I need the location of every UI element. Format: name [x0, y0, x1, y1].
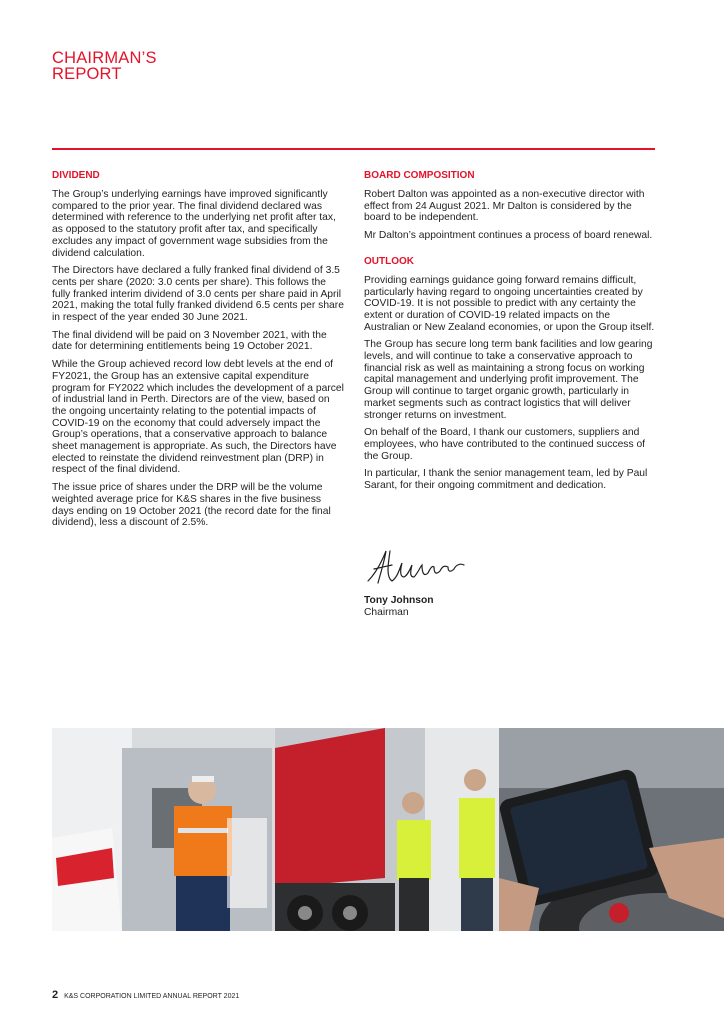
- page-title-line-2: REPORT: [52, 65, 122, 83]
- outlook-paragraph: On behalf of the Board, I thank our customers, suppliers and employees, who have contributed to the continued success of the Group.: [364, 427, 646, 462]
- page-title: [52, 50, 157, 82]
- photo-mechanic: [52, 728, 275, 931]
- board-composition-heading: BOARD COMPOSITION: [364, 170, 475, 181]
- right-column: [364, 170, 656, 498]
- outlook-paragraph: In particular, I thank the senior management team, led by Paul Sarant, for their ongoing commitment and dedication.: [364, 468, 648, 492]
- board-paragraph: Mr Dalton’s appointment continues a process of board renewal.: [364, 230, 653, 242]
- dividend-paragraph: The Directors have declared a fully franked final dividend of 3.5 cents per share (2020: 3.0 cents per share). This follows the fully franked interim dividend of 3.0 cents per share paid in April 2021, making the total fully franked dividend 6.5 cents per share in respect of the year ended 30 June 2021.: [52, 265, 344, 324]
- footer-text: K&S CORPORATION LIMITED ANNUAL REPORT 2021: [64, 993, 240, 1000]
- section-divider: [52, 148, 655, 150]
- board-paragraph: Robert Dalton was appointed as a non-executive director with effect from 24 August 2021. Mr Dalton is considered by the board to be independent.: [364, 189, 645, 224]
- outlook-heading: OUTLOOK: [364, 255, 414, 267]
- outlook-paragraph: The Group has secure long term bank facilities and low gearing levels, and will continue to take a conservative approach to financial risk as well as maintaining a strong focus on working capital management and underlying profit improvement. The Group will continue to target organic growth, particularly in market segments such as contract logistics that will deliver stronger returns on investment.: [364, 339, 653, 421]
- page-number: 2: [52, 989, 59, 1001]
- signature-image: [364, 543, 474, 588]
- page-title-line-1: CHAIRMAN’S: [52, 49, 157, 67]
- dividend-paragraph: The final dividend will be paid on 3 November 2021, with the date for determining entitlements being 19 October 2021.: [52, 329, 327, 353]
- dividend-paragraph: The Group’s underlying earnings have improved significantly compared to the prior year. The final dividend declared was determined with reference to the underlying net profit after tax, as opposed to the statutory profit after tax, and specifically excludes any impact of government wage subsidies from the dividend calculation.: [52, 189, 336, 259]
- signer-name: Tony Johnson: [364, 595, 434, 606]
- page-footer: [52, 989, 239, 1001]
- left-column: [52, 170, 344, 535]
- photo-strip: [52, 728, 724, 931]
- dividend-paragraph: While the Group achieved record low debt levels at the end of FY2021, the Group has an extensive capital expenditure program for FY2022 which includes the development of a parcel of industrial land in Perth. Directors are of the view, based on the ongoing uncertainty relating to the potential impacts of COVID-19 on the economy that could adversely impact the Group’s operations, that a conservative approach to balance sheet management is appropriate. As such, the Directors have elected to reinstate the dividend reinvestment plan (DRP) in respect of the final dividend.: [52, 359, 344, 476]
- photo-truck-workers: [275, 728, 499, 931]
- signer-role: Chairman: [364, 607, 409, 618]
- photo-tablet-dashboard: [499, 728, 724, 931]
- outlook-paragraph: Providing earnings guidance going forward remains difficult, particularly having regard to ongoing uncertainties created by COVID-19. It is not possible to predict with any certainty the extent or duration of COVID-19 related impacts on the Australian or New Zealand economies, or upon the Group itself.: [364, 274, 655, 333]
- dividend-heading: DIVIDEND: [52, 170, 100, 181]
- dividend-paragraph: The issue price of shares under the DRP will be the volume weighted average price for K&S shares in the five business days ending on 19 October 2021 (the record date for the final dividend), less a discount of 2.5%.: [52, 482, 331, 529]
